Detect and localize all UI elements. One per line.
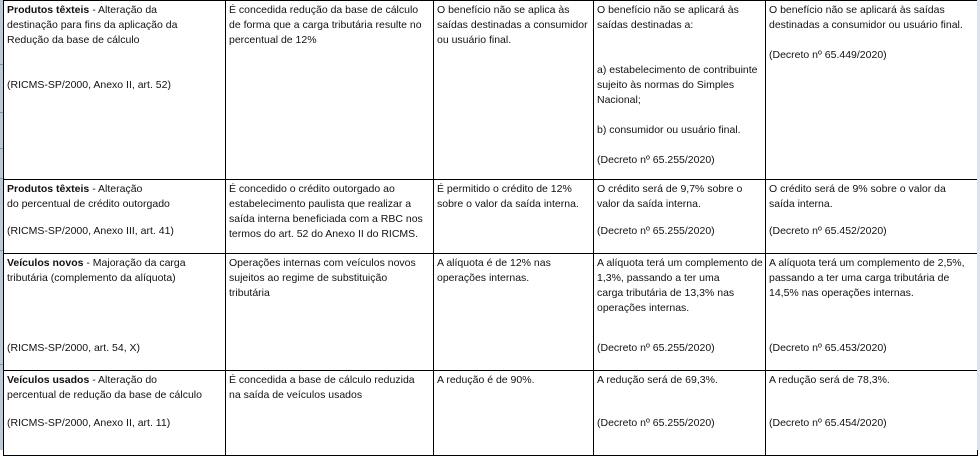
change-text: operações internas. bbox=[597, 302, 690, 314]
change-text: carga tributária de 13,3% nas bbox=[597, 287, 735, 299]
decree-reference: (Decreto nº 65.255/2020) bbox=[597, 154, 715, 166]
cell-change-first-decree[interactable] bbox=[594, 180, 766, 254]
legal-reference: (RICMS-SP/2000, Anexo III, art. 41) bbox=[7, 225, 174, 237]
rule-text: É permitido o crédito de 12% bbox=[437, 183, 572, 195]
change-text: passando a ter uma carga tributária de bbox=[769, 272, 950, 284]
change-text: O benefício não se aplicará às bbox=[597, 4, 739, 16]
cell-change-first-decree[interactable] bbox=[594, 371, 766, 456]
change-item-a: sujeito às normas do Simples bbox=[597, 79, 735, 91]
cell-change-second-decree[interactable] bbox=[766, 180, 978, 254]
decree-reference: (Decreto nº 65.255/2020) bbox=[597, 417, 715, 429]
change-text: O benefício não se aplicará às saídas bbox=[769, 4, 945, 16]
rule-text: operações internas. bbox=[437, 272, 530, 284]
product-desc: - Alteração da bbox=[92, 4, 157, 16]
cell-change-first-decree[interactable] bbox=[594, 1, 766, 180]
benefit-text: de forma que a carga tributária resulte no bbox=[229, 19, 422, 31]
benefit-text: Operações internas com veículos novos bbox=[229, 257, 416, 269]
benefit-text: tributária bbox=[229, 287, 270, 299]
cell-current-benefit[interactable] bbox=[226, 254, 434, 371]
rule-text: saídas destinadas a consumidor bbox=[437, 19, 588, 31]
benefit-text: estabelecimento paulista que realizar a bbox=[229, 198, 412, 210]
cell-change-first-decree[interactable] bbox=[594, 254, 766, 371]
change-text: A redução será de 78,3%. bbox=[769, 374, 890, 386]
product-desc: Redução da base de cálculo bbox=[7, 34, 140, 46]
decree-reference: (Decreto nº 65.452/2020) bbox=[769, 225, 887, 237]
product-desc: - Majoração da carga bbox=[86, 257, 186, 269]
cell-current-benefit[interactable] bbox=[226, 1, 434, 180]
change-text: A alíquota terá um complemento de bbox=[597, 257, 763, 269]
rule-text: A redução é de 90%. bbox=[437, 374, 535, 386]
change-item-a: a) estabelecimento de contribuinte bbox=[597, 64, 758, 76]
benefit-text: termos do art. 52 do Anexo II do RICMS. bbox=[229, 228, 419, 240]
change-text: A alíquota terá um complemento de 2,5%, bbox=[769, 257, 965, 269]
change-text: destinadas a consumidor ou usuário final. bbox=[769, 19, 963, 31]
change-text: A redução será de 69,3%. bbox=[597, 374, 718, 386]
decree-reference: (Decreto nº 65.255/2020) bbox=[597, 225, 715, 237]
change-text: saída interna. bbox=[769, 198, 833, 210]
rule-text: O benefício não se aplica às bbox=[437, 4, 570, 16]
rule-text: A alíquota é de 12% nas bbox=[437, 257, 551, 269]
product-desc: - Alteração do bbox=[92, 374, 158, 386]
benefit-text: sujeitos ao regime de substituição bbox=[229, 272, 388, 284]
cell-current-benefit[interactable] bbox=[226, 180, 434, 254]
change-item-b: b) consumidor ou usuário final. bbox=[597, 124, 741, 136]
product-desc: tributária (complemento da alíquota) bbox=[7, 272, 176, 284]
table-row bbox=[4, 371, 978, 456]
cell-change-second-decree[interactable] bbox=[766, 371, 978, 456]
cell-change-second-decree[interactable] bbox=[766, 254, 978, 371]
cell-product[interactable] bbox=[4, 1, 226, 180]
change-text: valor da saída interna. bbox=[597, 198, 701, 210]
benefit-text: percentual de 12% bbox=[229, 34, 317, 46]
change-text: saídas destinadas a: bbox=[597, 19, 694, 31]
product-desc: destinação para fins da aplicação da bbox=[7, 19, 178, 31]
benefit-text: saída interna beneficiada com a RBC nos bbox=[229, 213, 423, 225]
benefit-text: na saída de veículos usados bbox=[229, 389, 363, 401]
table-row bbox=[4, 254, 978, 371]
table-row bbox=[4, 1, 978, 180]
change-text: 1,3%, passando a ter uma bbox=[597, 272, 720, 284]
rule-text: ou usuário final. bbox=[437, 34, 512, 46]
rule-text: sobre o valor da saída interna. bbox=[437, 198, 579, 210]
benefit-text: É concedida a base de cálculo reduzida bbox=[229, 374, 415, 386]
cell-product[interactable] bbox=[4, 180, 226, 254]
product-title: Veículos novos bbox=[7, 257, 84, 269]
product-title: Veículos usados bbox=[7, 374, 90, 386]
cell-current-rule[interactable] bbox=[434, 1, 594, 180]
product-title: Produtos têxteis bbox=[7, 183, 90, 195]
product-desc: - Alteração bbox=[92, 183, 143, 195]
cell-current-rule[interactable] bbox=[434, 371, 594, 456]
cell-change-second-decree[interactable] bbox=[766, 1, 978, 180]
change-text: 14,5% nas operações internas. bbox=[769, 287, 914, 299]
decree-reference: (Decreto nº 65.453/2020) bbox=[769, 342, 887, 354]
decree-reference: (Decreto nº 65.255/2020) bbox=[597, 342, 715, 354]
decree-reference: (Decreto nº 65.449/2020) bbox=[769, 49, 887, 61]
product-desc: do percentual de crédito outorgado bbox=[7, 198, 170, 210]
legal-reference: (RICMS-SP/2000, art. 54, X) bbox=[7, 342, 141, 354]
cell-current-benefit[interactable] bbox=[226, 371, 434, 456]
change-text: O crédito será de 9,7% sobre o bbox=[597, 183, 743, 195]
cell-current-rule[interactable] bbox=[434, 254, 594, 371]
decree-reference: (Decreto nº 65.454/2020) bbox=[769, 417, 887, 429]
cell-current-rule[interactable] bbox=[434, 180, 594, 254]
cell-product[interactable] bbox=[4, 254, 226, 371]
legal-reference: (RICMS-SP/2000, Anexo II, art. 52) bbox=[7, 79, 171, 91]
change-item-a: Nacional; bbox=[597, 94, 641, 106]
product-desc: percentual de redução da base de cálculo bbox=[7, 389, 202, 401]
cell-product[interactable] bbox=[4, 371, 226, 456]
benefit-text: É concedido o crédito outorgado ao bbox=[229, 183, 395, 195]
benefit-text: É concedida redução da base de cálculo bbox=[229, 4, 419, 16]
change-text: O crédito será de 9% sobre o valor da bbox=[769, 183, 946, 195]
table-row bbox=[4, 180, 978, 254]
product-title: Produtos têxteis bbox=[7, 4, 90, 16]
legal-reference: (RICMS-SP/2000, Anexo II, art. 11) bbox=[7, 417, 171, 429]
benefits-table bbox=[3, 0, 978, 456]
